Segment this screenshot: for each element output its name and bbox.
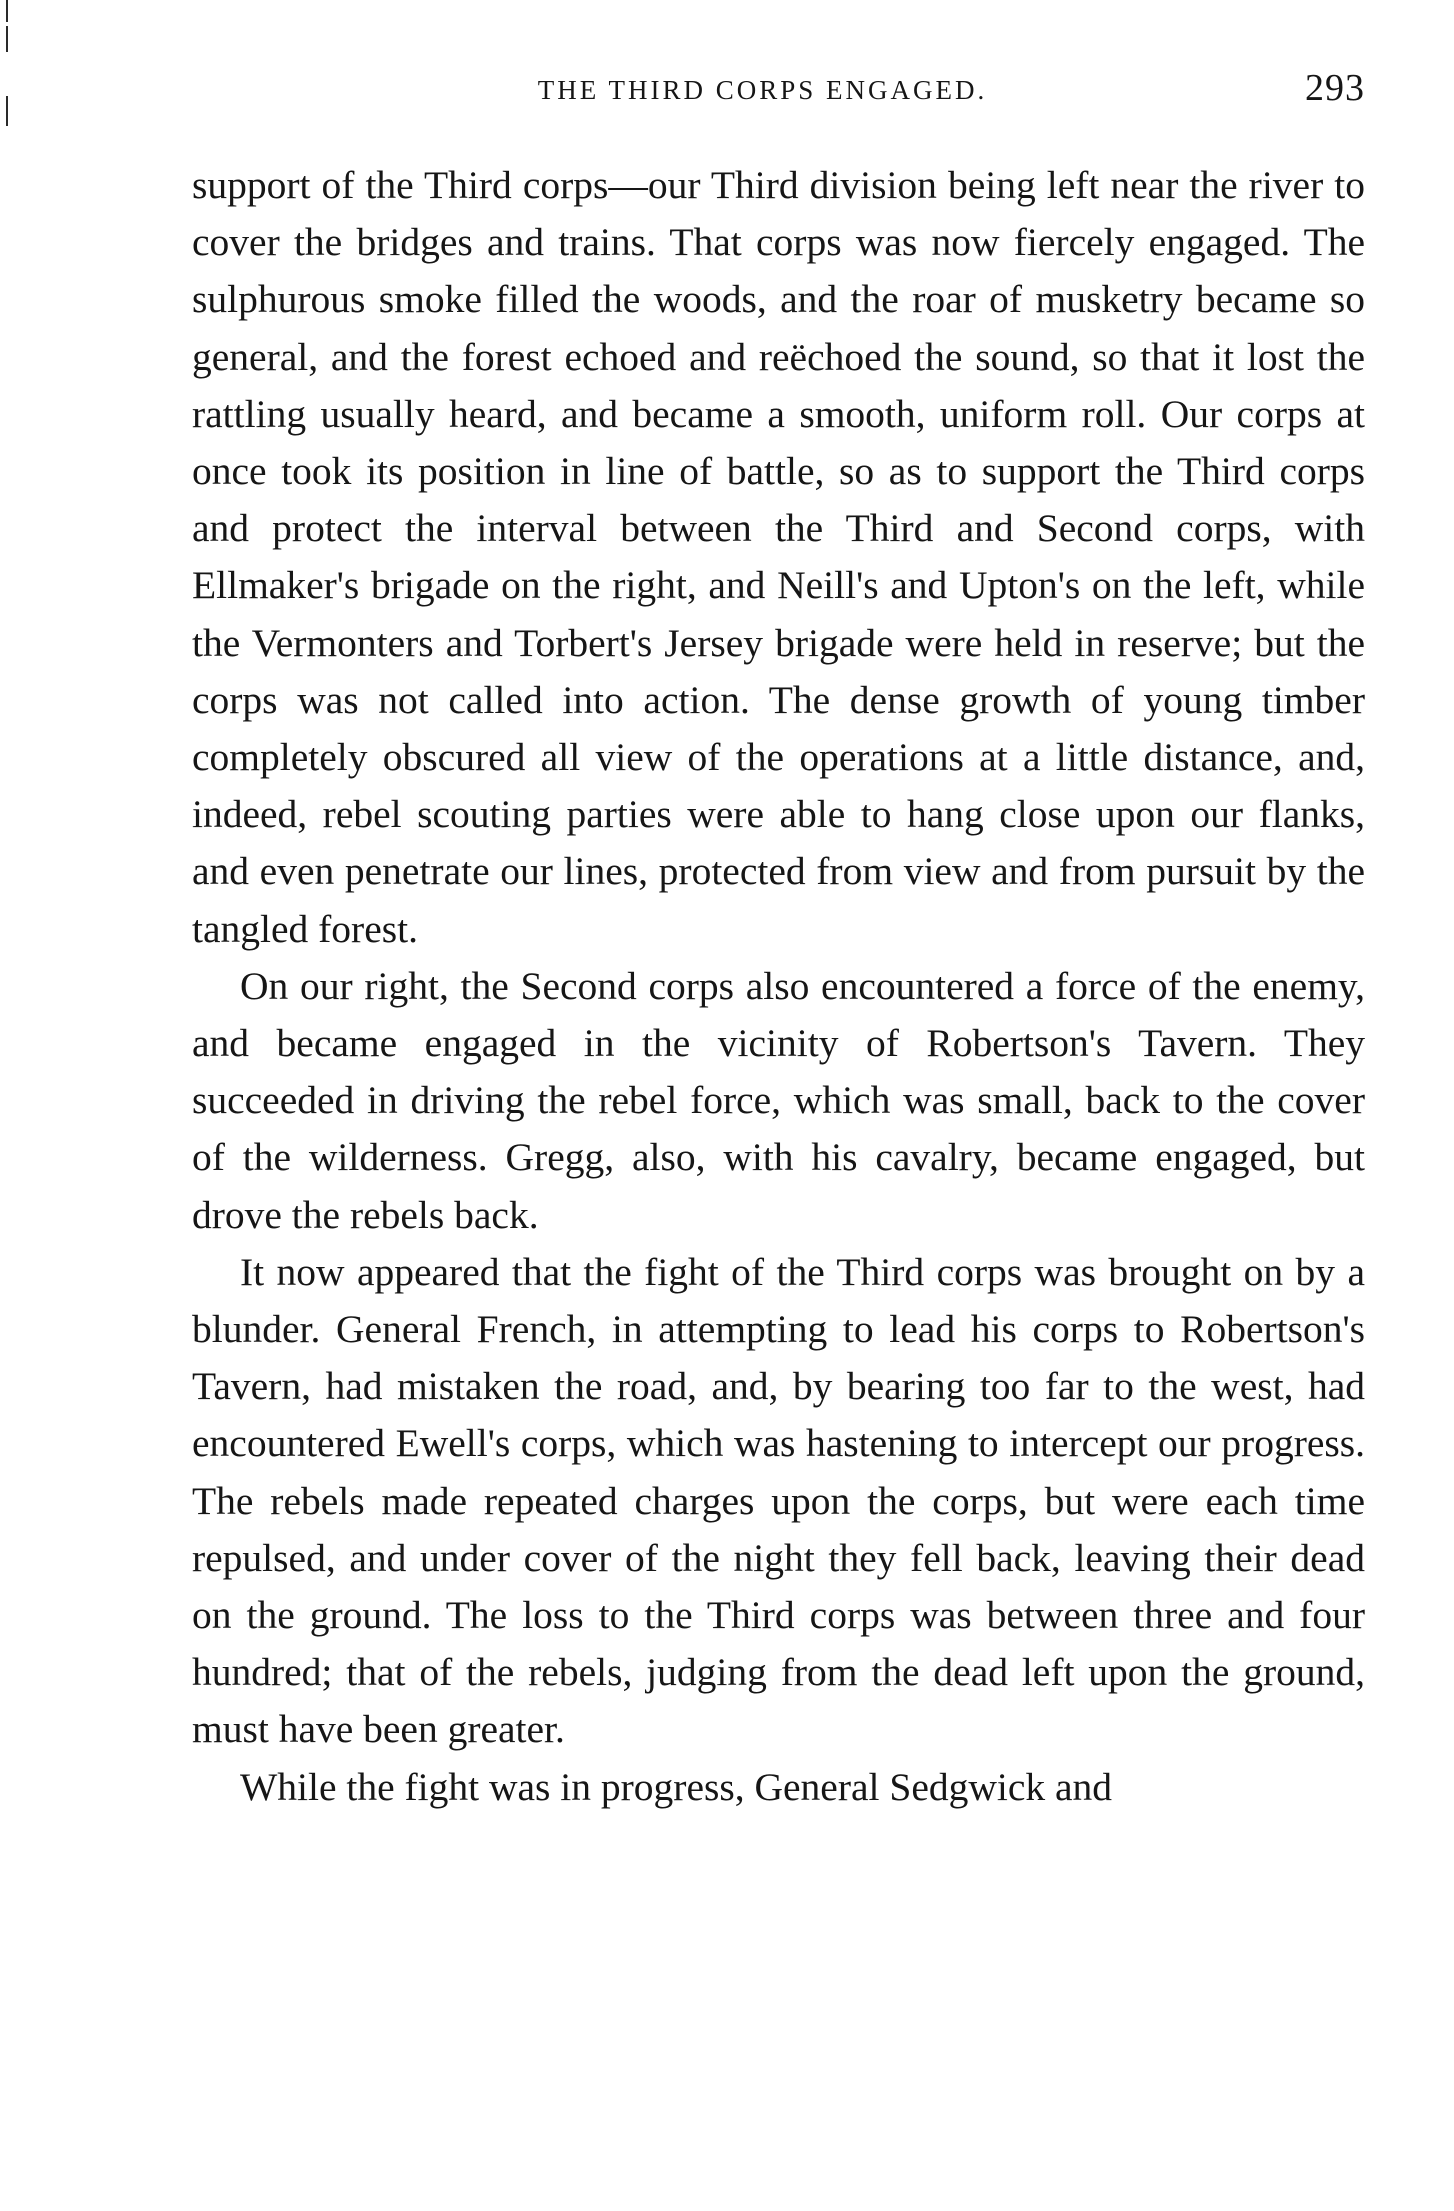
margin-scan-mark <box>6 0 8 22</box>
running-head: THE THIRD CORPS ENGAGED. <box>537 75 988 105</box>
paragraph: On our right, the Second corps also encountered a force of the enemy, and became engaged in the vicinity of Robertson's Tavern. They succeeded in driving the rebel force, which was small, back to the cover of the wilderness. Gregg, also, with his cavalry, became engaged, but drove the rebels back. <box>192 963 1365 1237</box>
paragraph: support of the Third corps—our Third division being left near the river to cover the bridges and trains. That corps was now fiercely engaged. The sulphurous smoke filled the woods, and the roar of musketry became so general, and the forest echoed and reëchoed the sound, so that it lost the rattling usually heard, and became a smooth, uniform roll. Our corps at once took its position in line of battle, so as to support the Third corps and protect the interval between the Third and Second corps, with Ellmaker's brigade on the right, and Neill's and Upton's on the left, while the Vermonters and Torbert's Jersey brigade were held in reserve; but the corps was not called into action. The dense growth of young timber completely obscured all view of the operations at a little distance, and, indeed, rebel scouting parties were able to hang close upon our flanks, and even penetrate our lines, protected from view and from pursuit by the tangled forest. <box>192 163 1365 951</box>
page-number: 293 <box>1305 67 1365 109</box>
page-header <box>190 64 1365 114</box>
margin-scan-mark <box>6 26 8 52</box>
paragraph: It now appeared that the fight of the Third corps was brought on by a blunder. General French, in attempting to lead his corps to Robertson's Tavern, had mistaken the road, and, by bearing too far to the west, had encountered Ewell's corps, which was hastening to intercept our progress. The rebels made repeated charges upon the corps, but were each time repulsed, and under cover of the night they fell back, leaving their dead on the ground. The loss to the Third corps was between three and four hundred; that of the rebels, judging from the dead left upon the ground, must have been greater. <box>192 1249 1365 1752</box>
body-text <box>192 157 1365 1816</box>
margin-scan-mark <box>6 96 8 126</box>
paragraph: While the fight was in progress, General Sedgwick and <box>240 1764 1113 1809</box>
